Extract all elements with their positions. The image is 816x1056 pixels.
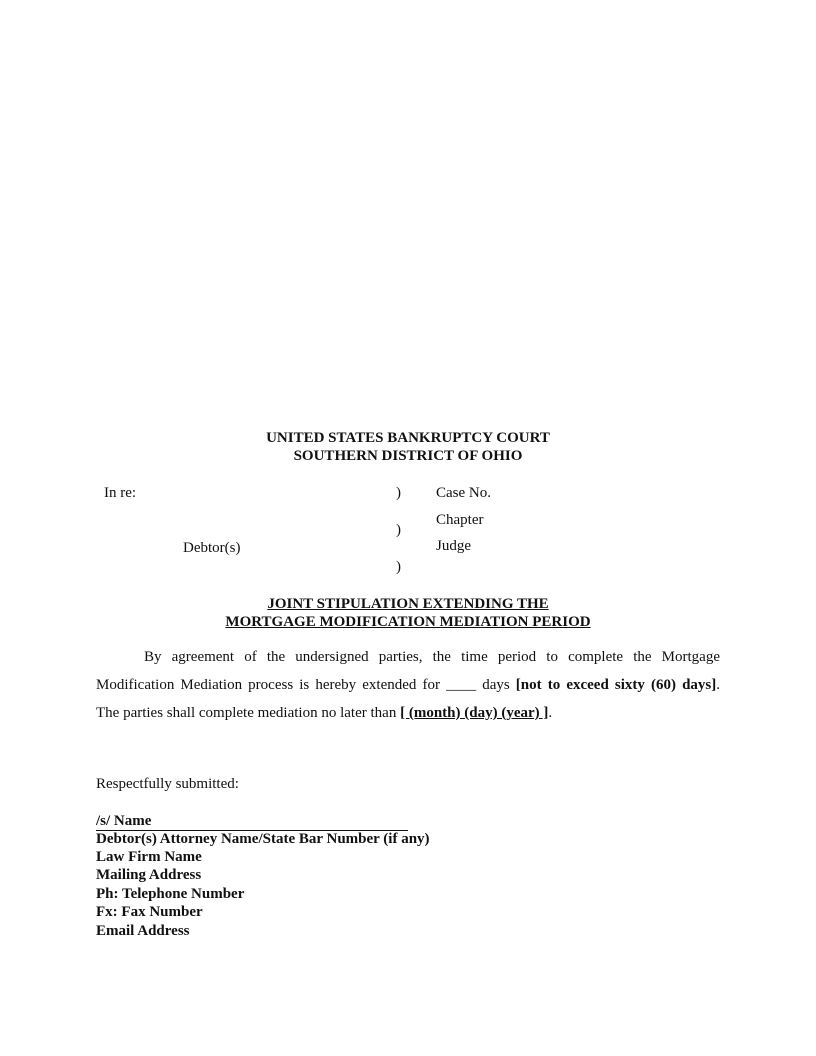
period: .	[548, 705, 553, 721]
attorney-name: Debtor(s) Attorney Name/State Bar Number (if any)	[96, 831, 430, 847]
body-line-3	[96, 704, 720, 722]
period: .	[716, 677, 721, 693]
caption-paren: )	[396, 485, 401, 501]
closing-text: Respectfully submitted:	[96, 776, 239, 792]
telephone-number: Ph: Telephone Number	[96, 886, 245, 902]
law-firm-name: Law Firm Name	[96, 849, 202, 865]
body-line-1-text: By agreement of the undersigned parties, the time period to complete the Mortgage	[144, 649, 720, 665]
body-line-2	[96, 676, 720, 694]
body-line-1	[96, 648, 720, 666]
judge-label: Judge	[436, 538, 471, 554]
document-title-line-2: MORTGAGE MODIFICATION MEDIATION PERIOD	[225, 614, 591, 630]
document-title-line-1: JOINT STIPULATION EXTENDING THE	[267, 596, 549, 612]
caption-paren: )	[396, 522, 401, 538]
court-district: SOUTHERN DISTRICT OF OHIO	[293, 448, 523, 464]
fax-number: Fx: Fax Number	[96, 904, 203, 920]
body-line-3-text: The parties shall complete mediation no later than	[96, 705, 401, 721]
caption-paren: )	[396, 559, 401, 575]
email-address: Email Address	[96, 923, 190, 939]
debtor-label: Debtor(s)	[183, 540, 241, 556]
day-limit-note: [not to exceed sixty (60) days]	[515, 677, 717, 693]
court-name: UNITED STATES BANKRUPTCY COURT	[266, 430, 550, 446]
chapter-label: Chapter	[436, 512, 484, 528]
signature-line: /s/ Name	[96, 812, 408, 831]
case-number-label: Case No.	[436, 485, 491, 501]
mailing-address: Mailing Address	[96, 867, 202, 883]
body-line-2-text: Modification Mediation process is hereby extended for ____ days	[96, 677, 516, 693]
in-re-label: In re:	[104, 485, 137, 501]
deadline-date-placeholder: [ (month) (day) (year) ]	[400, 705, 549, 721]
